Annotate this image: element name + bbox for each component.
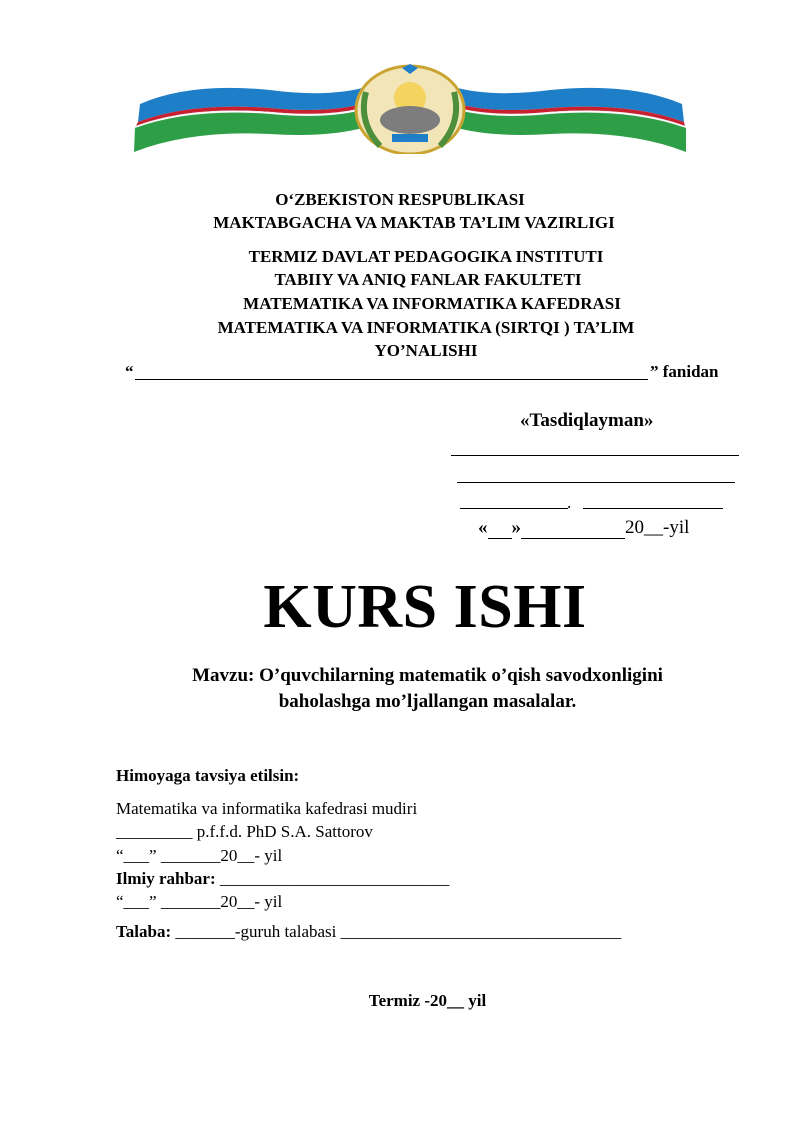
header-faculty: TABIIY VA ANIQ FANLAR FAKULTETI: [274, 270, 582, 289]
approval-blank-3a: [460, 508, 568, 509]
topic-line-2: baholashga mo’ljallangan masalalar.: [278, 691, 577, 712]
subject-line: [125, 362, 719, 382]
head-name: _________ p.f.f.d. PhD S.A. Sattorov: [116, 822, 373, 841]
supervisor-label: Ilmiy rahbar:: [116, 869, 216, 888]
subject-suffix: ” fanidan: [650, 362, 719, 381]
topic-line-1: Mavzu: O’quvchilarning matematik o’qish savodxonligini: [192, 665, 663, 686]
approval-label: «Tasdiqlayman»: [520, 410, 654, 431]
approval-blank-1: [451, 455, 739, 456]
supervisor-line: [116, 869, 449, 889]
topic: [0, 663, 800, 715]
date-line-2: “___” _______20__- yil: [116, 892, 283, 911]
subject-open-quote: “: [125, 362, 134, 381]
document-title: KURS ISHI: [263, 573, 587, 641]
approval-blank-3b: [583, 508, 723, 509]
student-line: [116, 922, 621, 942]
approval-blank-2: [457, 482, 735, 483]
approval-dot: .: [567, 493, 572, 512]
approval-date-open: «: [478, 517, 488, 538]
approval-day-blank: [488, 520, 512, 539]
recommend-label: Himoyaga tavsiya etilsin:: [116, 766, 300, 785]
header-department: MATEMATIKA VA INFORMATIKA KAFEDRASI: [243, 294, 621, 313]
date-line-1: “___” _______20__- yil: [116, 846, 283, 865]
student-rest: _______-guruh talabasi _________________________________: [171, 922, 622, 941]
header-program-cont: YO’NALISHI: [374, 341, 478, 360]
header-republic: O‘ZBEKISTON RESPUBLIKASI: [275, 190, 525, 209]
header-ministry: MAKTABGACHA VA MAKTAB TA’LIM VAZIRLIGI: [213, 213, 615, 232]
subject-blank: [135, 379, 648, 380]
supervisor-blank: ___________________________: [215, 869, 450, 888]
head-title: Matematika va informatika kafedrasi mudiri: [116, 799, 418, 818]
header-program: MATEMATIKA VA INFORMATIKA (SIRTQI ) TA’LIM: [217, 318, 635, 337]
header-institute: TERMIZ DAVLAT PEDAGOGIKA INSTITUTI: [248, 247, 604, 266]
approval-year: 20__-yil: [625, 517, 690, 538]
approval-date-close: »: [511, 517, 521, 538]
state-emblem-logo: [130, 62, 690, 154]
approval-month-blank: [521, 520, 625, 539]
footer-city-year: Termiz -20__ yil: [368, 991, 487, 1010]
student-label: Talaba:: [116, 922, 172, 941]
approval-date: [478, 517, 689, 539]
